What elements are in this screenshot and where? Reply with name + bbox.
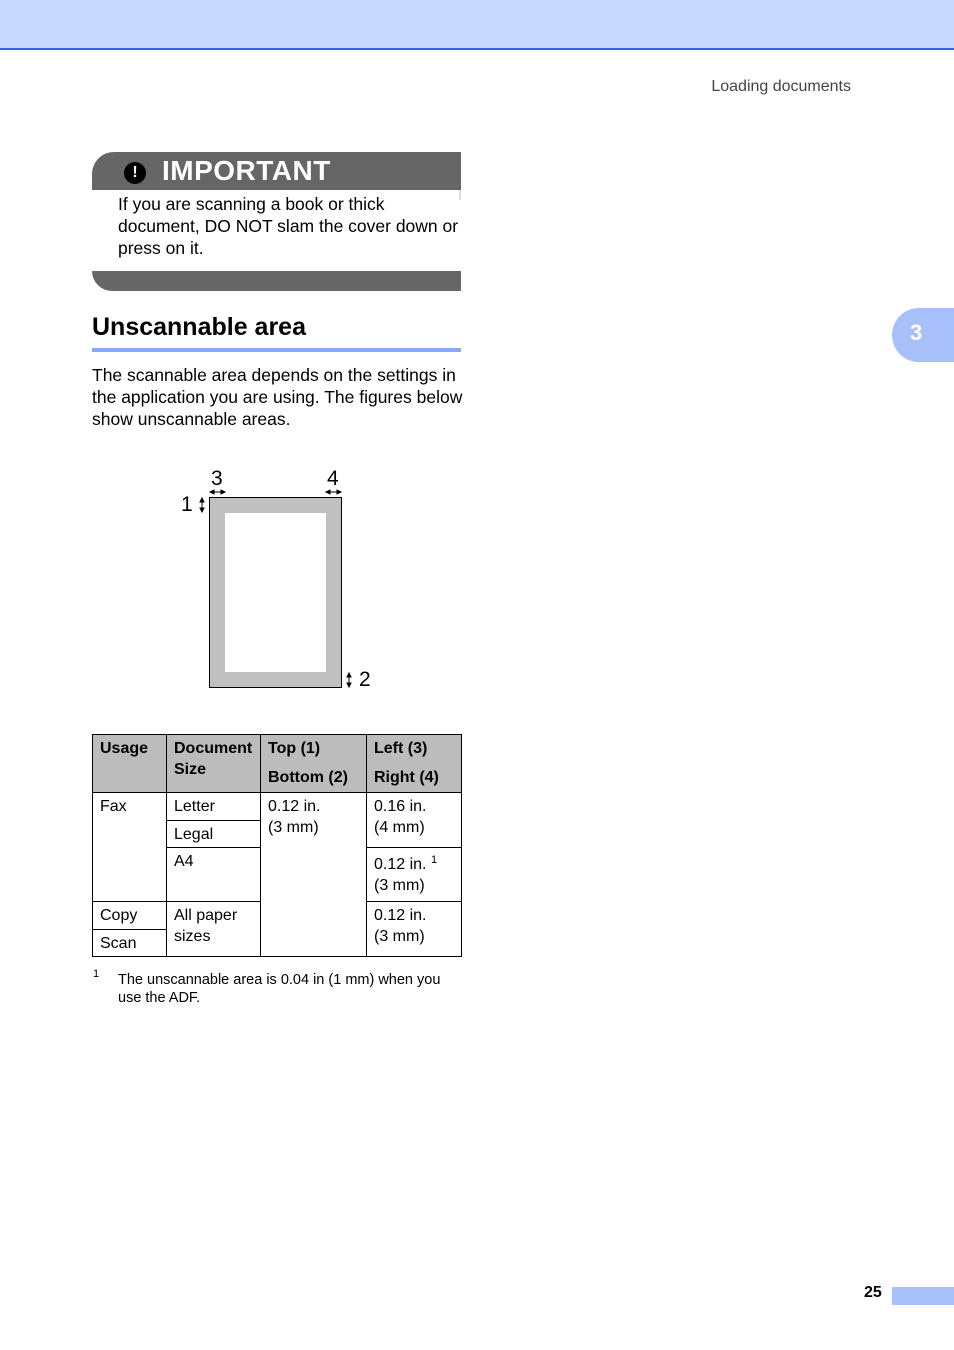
table-header-row: [93, 735, 462, 793]
lr-letter-legal-mm: (4 mm): [374, 819, 425, 836]
left-right-fax-letter-legal: [367, 793, 462, 848]
left-right-copy-scan: [367, 902, 462, 957]
unscannable-area-table: [92, 734, 462, 957]
top-bottom-value: [261, 793, 367, 957]
section-body: The scannable area depends on the settings in the application you are using. The figures below show unscannable areas.: [92, 365, 463, 429]
header-left-right: [367, 735, 462, 793]
unscannable-area-figure: [150, 460, 410, 700]
lr-a4-inches: [374, 854, 455, 875]
header-left: Left (3): [374, 740, 428, 757]
page-number-bar: [892, 1287, 954, 1305]
left-margin-arrow: [210, 490, 225, 494]
table-row: [93, 793, 462, 821]
footnote-ref: 1: [430, 854, 438, 866]
label-2: 2: [359, 668, 371, 691]
exclamation-icon: !: [124, 162, 146, 184]
lr-a4-mm: (3 mm): [374, 877, 425, 894]
important-text: If you are scanning a book or thick document, DO NOT slam the cover down or press on it.: [118, 194, 459, 258]
usage-fax: Fax: [93, 793, 167, 902]
header-usage: Usage: [93, 735, 167, 793]
header-document-size: Document Size: [167, 735, 261, 793]
label-3: 3: [211, 467, 223, 490]
size-a4: A4: [167, 848, 261, 902]
page-number: 25: [864, 1284, 882, 1301]
right-margin-arrow: [326, 490, 341, 494]
chapter-number: 3: [910, 320, 923, 345]
header-top-bottom: [261, 735, 367, 793]
lr-letter-legal-inches: 0.16 in.: [374, 798, 427, 815]
lr-copy-scan-inches: 0.12 in.: [374, 907, 427, 924]
header-top: Top (1): [268, 740, 321, 757]
important-header: [92, 152, 461, 190]
important-title: IMPORTANT: [162, 155, 331, 186]
header-bottom: Bottom (2): [268, 769, 348, 786]
important-notice: [92, 152, 461, 291]
section-underline: [92, 348, 461, 352]
header-right: Right (4): [374, 769, 439, 786]
left-right-fax-a4: [367, 848, 462, 902]
figure-svg: [150, 460, 410, 700]
running-header: Loading documents: [711, 78, 851, 95]
chapter-tab: [892, 308, 954, 362]
top-bottom-mm: (3 mm): [268, 819, 319, 836]
top-bottom-inches: 0.12 in.: [268, 798, 321, 815]
section-title: Unscannable area: [92, 313, 306, 341]
size-legal: Legal: [167, 821, 261, 848]
bottom-margin-arrow: [347, 673, 351, 687]
label-4: 4: [327, 467, 339, 490]
lr-a4-value: 0.12 in.: [374, 856, 427, 873]
top-banner: [0, 0, 954, 50]
usage-copy: Copy: [93, 902, 167, 930]
size-all-paper: All paper sizes: [167, 902, 261, 957]
top-margin-arrow: [200, 498, 204, 512]
lr-copy-scan-mm: (3 mm): [374, 928, 425, 945]
footnote-mark: 1: [93, 968, 100, 980]
size-letter: Letter: [167, 793, 261, 821]
usage-scan: Scan: [93, 930, 167, 957]
important-footer-bar: [92, 271, 461, 291]
footnote-text: The unscannable area is 0.04 in (1 mm) when you use the ADF.: [118, 972, 441, 1006]
scannable-area: [225, 513, 326, 672]
label-1: 1: [181, 493, 193, 516]
